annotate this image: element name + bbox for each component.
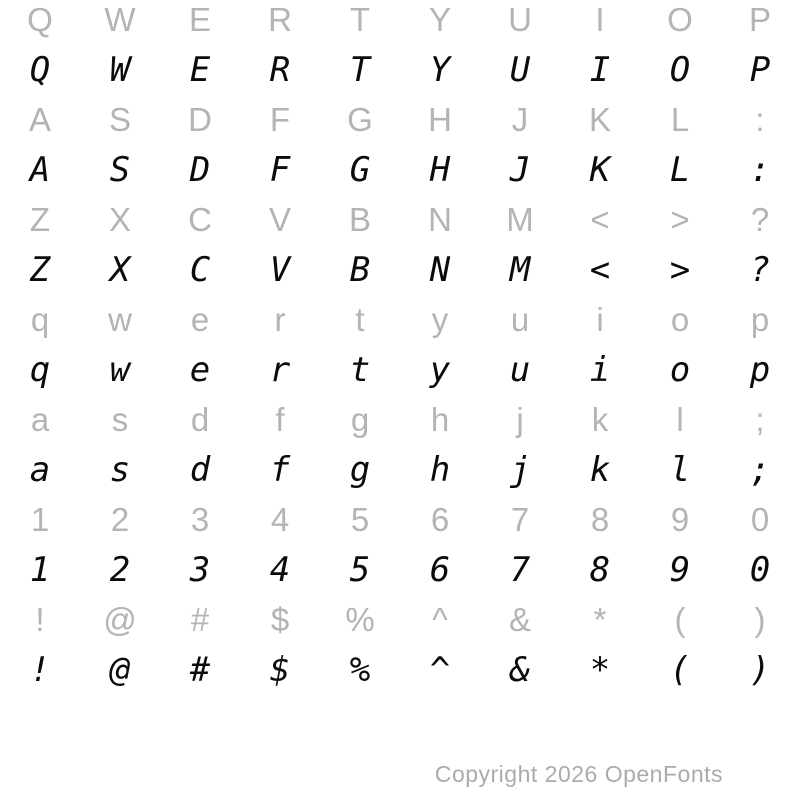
glyph-cell: A — [28, 101, 51, 138]
glyph-cell: Q — [29, 50, 51, 90]
glyph-cell: @ — [103, 601, 137, 638]
glyph-cell: J — [509, 150, 531, 190]
glyph-cell: i — [589, 350, 611, 390]
glyph-cell: y — [429, 350, 451, 390]
glyph-cell: e — [190, 301, 210, 338]
glyph-cell: j — [509, 450, 531, 490]
glyph-cell: # — [189, 650, 211, 690]
glyph-cell: < — [589, 250, 611, 290]
glyph-row-uppercase-top-specimen — [0, 45, 800, 95]
glyph-cell: E — [188, 1, 211, 38]
glyph-row-lowercase-home-specimen — [0, 445, 800, 495]
glyph-cell: y — [431, 301, 449, 338]
glyph-cell: ? — [750, 201, 770, 238]
glyph-cell: M — [506, 201, 534, 238]
glyph-cell: J — [511, 101, 529, 138]
glyph-cell: B — [348, 201, 371, 238]
glyph-cell: D — [189, 150, 211, 190]
glyph-cell: w — [109, 350, 131, 390]
glyph-cell: 3 — [190, 501, 210, 538]
glyph-cell: & — [509, 650, 531, 690]
glyph-cell: K — [588, 101, 611, 138]
glyph-cell: % — [345, 601, 375, 638]
glyph-cell: : — [749, 150, 771, 190]
glyph-cell: h — [430, 401, 450, 438]
glyph-cell: Y — [429, 50, 451, 90]
glyph-cell: 2 — [109, 550, 131, 590]
glyph-cell: T — [349, 1, 371, 38]
glyph-row-uppercase-top-reference — [0, 0, 800, 45]
glyph-cell: 1 — [29, 550, 51, 590]
glyph-cell: W — [104, 1, 136, 38]
glyph-row-symbols-reference — [0, 595, 800, 645]
glyph-cell: K — [589, 150, 611, 190]
glyph-cell: U — [508, 1, 532, 38]
glyph-cell: 5 — [349, 550, 371, 590]
glyph-cell: l — [676, 401, 684, 438]
glyph-cell: Z — [29, 250, 51, 290]
glyph-cell: Y — [428, 1, 451, 38]
glyph-cell: s — [111, 401, 129, 438]
glyph-cell: s — [109, 450, 131, 490]
glyph-cell: u — [509, 350, 531, 390]
glyph-cell: $ — [269, 650, 291, 690]
glyph-cell: & — [508, 601, 531, 638]
glyph-cell: P — [749, 50, 771, 90]
glyph-cell: ^ — [429, 650, 451, 690]
glyph-cell: < — [590, 201, 610, 238]
glyph-cell: > — [669, 250, 691, 290]
glyph-cell: 5 — [350, 501, 370, 538]
glyph-cell: G — [349, 150, 371, 190]
glyph-cell: 9 — [669, 550, 691, 590]
glyph-cell: D — [188, 101, 212, 138]
glyph-cell: X — [109, 250, 131, 290]
glyph-cell: 0 — [750, 501, 770, 538]
glyph-cell: % — [349, 650, 371, 690]
glyph-cell: ) — [749, 650, 771, 690]
glyph-row-digits-specimen — [0, 545, 800, 595]
glyph-cell: 1 — [30, 501, 50, 538]
glyph-cell: S — [108, 101, 131, 138]
glyph-cell: k — [591, 401, 609, 438]
glyph-cell: S — [109, 150, 131, 190]
glyph-cell: 3 — [189, 550, 211, 590]
glyph-row-lowercase-top-reference — [0, 295, 800, 345]
glyph-cell: g — [350, 401, 370, 438]
glyph-cell: # — [190, 601, 210, 638]
glyph-row-digits-reference — [0, 495, 800, 545]
glyph-cell: 2 — [110, 501, 130, 538]
glyph-cell: U — [509, 50, 531, 90]
glyph-cell: k — [589, 450, 611, 490]
glyph-cell: 6 — [429, 550, 451, 590]
glyph-cell: 4 — [270, 501, 290, 538]
glyph-cell: 7 — [509, 550, 531, 590]
glyph-cell: I — [589, 50, 611, 90]
glyph-cell: A — [29, 150, 51, 190]
glyph-cell: r — [269, 350, 291, 390]
glyph-cell: B — [349, 250, 371, 290]
glyph-cell: ^ — [432, 601, 448, 638]
glyph-cell: O — [667, 1, 693, 38]
glyph-cell: M — [509, 250, 531, 290]
glyph-cell: Q — [27, 1, 53, 38]
glyph-cell: a — [29, 450, 51, 490]
glyph-cell: 0 — [749, 550, 771, 590]
glyph-cell: F — [269, 150, 291, 190]
glyph-cell: t — [349, 350, 371, 390]
glyph-cell: g — [349, 450, 371, 490]
glyph-cell: f — [269, 450, 291, 490]
glyph-cell: d — [189, 450, 211, 490]
glyph-cell: ( — [674, 601, 686, 638]
glyph-row-lowercase-top-specimen — [0, 345, 800, 395]
glyph-cell: I — [595, 1, 605, 38]
glyph-cell: q — [29, 350, 51, 390]
glyph-cell: : — [755, 101, 765, 138]
glyph-cell: N — [428, 201, 452, 238]
glyph-row-symbols-specimen — [0, 645, 800, 695]
glyph-cell: 9 — [670, 501, 690, 538]
glyph-cell: ; — [755, 401, 765, 438]
glyph-cell: ; — [749, 450, 771, 490]
glyph-row-uppercase-bottom-reference — [0, 195, 800, 245]
glyph-cell: e — [189, 350, 211, 390]
glyph-cell: r — [274, 301, 286, 338]
glyph-cell: Z — [29, 201, 51, 238]
glyph-cell: ! — [35, 601, 45, 638]
glyph-cell: L — [670, 101, 690, 138]
glyph-cell: T — [349, 50, 371, 90]
glyph-cell: j — [516, 401, 524, 438]
glyph-cell: 4 — [269, 550, 291, 590]
glyph-cell: i — [596, 301, 604, 338]
glyph-cell: G — [347, 101, 373, 138]
glyph-row-uppercase-home-reference — [0, 95, 800, 145]
glyph-cell: H — [429, 150, 451, 190]
glyph-row-uppercase-home-specimen — [0, 145, 800, 195]
glyph-cell: t — [355, 301, 365, 338]
glyph-cell: f — [275, 401, 285, 438]
glyph-cell: d — [190, 401, 210, 438]
glyph-cell: a — [30, 401, 50, 438]
glyph-cell: V — [269, 250, 291, 290]
glyph-cell: P — [748, 1, 771, 38]
glyph-cell: p — [749, 350, 771, 390]
glyph-row-uppercase-bottom-specimen — [0, 245, 800, 295]
glyph-cell: * — [593, 601, 607, 638]
glyph-cell: $ — [270, 601, 290, 638]
glyph-cell: ? — [749, 250, 771, 290]
glyph-cell: ( — [669, 650, 691, 690]
glyph-cell: q — [30, 301, 50, 338]
glyph-cell: o — [670, 301, 690, 338]
glyph-cell: o — [669, 350, 691, 390]
copyright-notice: Copyright 2026 OpenFonts — [434, 761, 723, 787]
glyph-cell: R — [269, 50, 291, 90]
glyph-cell: L — [669, 150, 691, 190]
glyph-cell: 8 — [590, 501, 610, 538]
glyph-cell: h — [429, 450, 451, 490]
glyph-row-lowercase-home-reference — [0, 395, 800, 445]
glyph-cell: F — [269, 101, 291, 138]
glyph-cell: ! — [29, 650, 51, 690]
glyph-cell: u — [510, 301, 530, 338]
glyph-cell: V — [268, 201, 291, 238]
glyph-cell: R — [268, 1, 292, 38]
glyph-cell: E — [189, 50, 211, 90]
glyph-cell: C — [188, 201, 212, 238]
glyph-cell: 6 — [430, 501, 450, 538]
glyph-cell: @ — [109, 650, 131, 690]
glyph-cell: ) — [754, 601, 766, 638]
glyph-cell: C — [189, 250, 211, 290]
glyph-cell: W — [109, 50, 131, 90]
glyph-cell: * — [589, 650, 611, 690]
glyph-cell: l — [669, 450, 691, 490]
glyph-cell: H — [428, 101, 452, 138]
glyph-cell: w — [108, 301, 132, 338]
glyph-cell: O — [669, 50, 691, 90]
glyph-cell: 8 — [589, 550, 611, 590]
glyph-cell: X — [108, 201, 131, 238]
glyph-cell: 7 — [510, 501, 530, 538]
glyph-cell: > — [670, 201, 690, 238]
glyph-cell: p — [750, 301, 770, 338]
glyph-cell: N — [429, 250, 451, 290]
